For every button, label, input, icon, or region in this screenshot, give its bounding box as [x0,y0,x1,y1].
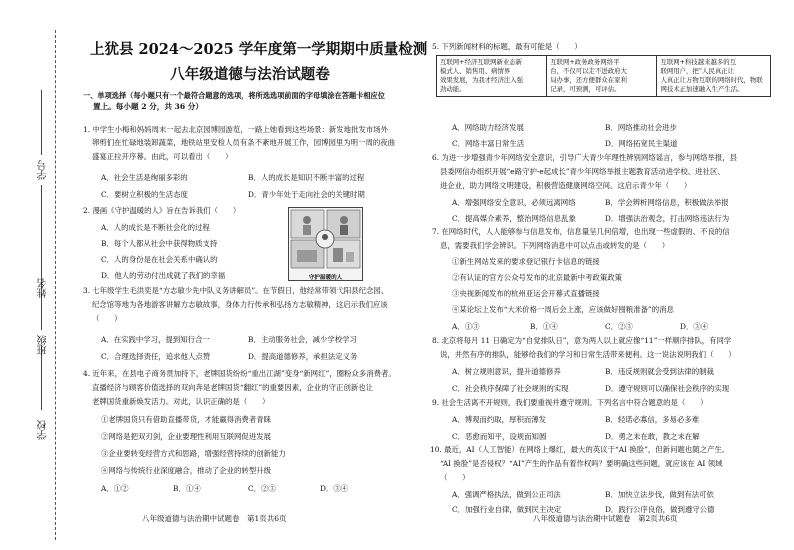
q6-line2: 县委网信办组织开展“e路守护·e起成长”青少年网络举报主题教育活动进学校、进社区、 [440,167,725,176]
q1-option-d[interactable]: D．青少年处于走向社会的关键时期 [248,190,365,199]
q4-line2: 直播经济与顾客价值选择的双向奔是老牌国货“翻红”的重要因素，企业的守正创新也让 [92,383,374,392]
exam-title: 上犹县 2024～2025 学年度第一学期期中质量检测 [90,41,428,58]
sidebar-school-label: 学校 [38,420,49,440]
q7-option-b[interactable]: B．①④ [530,322,558,331]
q8-option-c[interactable]: C．社会秩序保障了社会规则的实现 [452,384,569,393]
q6-line3: 进企业，助力网络文明建设，积极营造健康网络空间。这启示青少年（ ） [440,181,692,190]
q1-option-b[interactable]: B．人的成长是知识不断丰富的过程 [248,173,365,182]
q10-option-b[interactable]: B．加快立法步伐，做到有法可依 [605,490,714,499]
q4-line3: 老牌国货重新焕发活力。对此，认识正确的是（ ） [92,397,270,406]
q10-option-d[interactable]: D．践行公序良俗，做到遵守公德 [605,505,715,514]
q9-option-d[interactable]: D．勇之未在敢，教之未在解 [605,432,700,441]
q10-line3: （ ） [440,473,470,482]
q4-option-d[interactable]: D．③④ [320,484,349,493]
q3-option-c[interactable]: C．合理选择责任，追求他人点赞 [101,352,211,361]
q2-line1: 2. 漫画《守护温暖的人》旨在告诉我们（ ） [83,206,241,215]
q8-option-d[interactable]: D．遵守规则可以确保社会秩序的实现 [605,384,730,393]
q2-option-c[interactable]: C．人的身份是在社会关系中确认的 [101,255,218,264]
section-heading-line2: 置上。每小题 2 分，共 36 分） [93,102,203,111]
q1-option-a[interactable]: A．社会生活是绚丽多彩的 [101,173,188,182]
q5-news-table [436,55,771,97]
q5-c2-line: 局办事，还方便群众在家利 [550,76,627,84]
q5-c1-line: 效果发展，为我才经济注入强 [440,76,524,84]
q6-option-d[interactable]: D．增强法治观念，打击网络违法行为 [605,214,730,223]
q4-option-b[interactable]: B．①④ [173,484,201,493]
q1-line2: 卵剪们在忙碌地装卸蔬菜，地铁站里安检人员有条不紊地开展工作，园博园里为明一周的夜曲 [92,138,396,147]
q5-c1-line: 互联网+经济互联网新业态新 [440,58,523,66]
q3-option-d[interactable]: D．提高道德修养，承担法定义务 [248,352,358,361]
q3-line3: （ ） [92,314,122,323]
q6-option-c[interactable]: C．提高媒介素养，整治网络信息乱象 [452,214,576,223]
q3-line1: 3. 七年级学生毛洪奕是“方志敏少先中队义务讲解员”。在节假日，他经常带领弋阳县纪念园、 [83,286,389,295]
q2-option-a[interactable]: A．人的成长是不断社会化的过程 [101,223,210,232]
q6-option-b[interactable]: B．学会辨析网络信息，积极做法举报 [605,198,729,207]
q5-c1-line: 劲动能。 [440,85,466,93]
q3-option-a[interactable]: A．在实践中学习，提到知行合一 [101,335,210,344]
q5-line1: 5. 下列新闻材料的标题，最有可能是（ ） [432,42,582,51]
q4-option-a[interactable]: A．①② [101,484,129,493]
section-heading [83,90,423,112]
footer-left: 八年级道德与法治期中试题卷 第1页共6页 [142,514,287,523]
section-heading-line1: 一、单项选择（每小题只有一个最符合题意的选项，将所选选项前面的字母填涂在答题卡相应位 [83,91,385,100]
q5-option-c[interactable]: C．网络丰富日常生活 [452,139,525,148]
q10-line1: 10. 最近，AI（人工智能）在网络上爆红，最大的英议于“AI 换脸”，但新问题也随之产生。 [430,445,730,454]
q7-statement-2: ②有认证的官方公众号发布的北京最新中考政策政策 [452,273,622,282]
q4-statement-4: ④网络与传统行业深度融合，推动了企业的转型升级 [101,466,271,475]
cartoon-caption: 守护温暖的人 [308,275,343,281]
q5-c3-line: 网技术正加速融入生产生活。 [660,85,744,93]
q4-option-c[interactable]: C．②③ [248,484,276,493]
q8-line1: 8. 北京将每月 11 日确定为“自觉排队日”，意为两人以上就应像“11”一样顺序排队，有同学 [432,336,732,345]
q5-news-cell-3 [657,56,771,97]
footer-right: 八年级道德与法治期中试题卷 第2页共6页 [533,514,678,523]
q4-statement-3: ③企业要转变经营方式和思路，增强经营持续的创新能力 [101,449,286,458]
q4-statement-2: ②网络是把双刃剑，企业要理性利用互联网促进发展 [101,432,271,441]
q4-statement-1: ①老牌国货只有借助直播带货，才能赢得消费者青睐 [101,415,271,424]
q5-option-b[interactable]: B．网络推动社会进步 [605,123,677,132]
q1-line1: 1. 中学生小梅和妈妈周末一起去北京园博园游览，一路上她看到这些场景：新发地批发市场外 [83,125,389,134]
q5-news-cell-1 [437,56,547,97]
q8-line2: 说，并然有序的排队，能够给我们的学习和日常生活带来便利。这一说法说明我们（ ） [440,350,736,359]
q7-option-c[interactable]: C．②③ [605,322,633,331]
q9-option-c[interactable]: C．恶愈而知平，设规而知圆 [452,432,547,441]
q6-line1: 6. 为进一步增强青少年网络安全意识，引导广大青少年理性辨别网络谣言，参与网络举报，县 [432,153,738,162]
sidebar-number-blank [41,90,42,155]
q3-option-b[interactable]: B．主动服务社会，减少学校学习 [248,335,357,344]
sidebar-number-label: 学号 [38,160,49,180]
q1-line3: 盛宴正拉开序幕。由此，可以看出（ ） [92,152,233,161]
sidebar-name-blank [41,185,42,270]
q8-option-a[interactable]: A．树立规则意识，提升道德修养 [452,367,561,376]
q5-c2-line: 互联网+政务政务网络平 [550,58,620,66]
q7-line1: 7. 在网络时代，人人能够参与信息发布，信息量呈几何倍增，也出现一些虚假的、不良的信 [432,227,730,236]
q10-option-a[interactable]: A．强调严格执法，做到公正司法 [452,490,561,499]
q6-option-a[interactable]: A．增强网络安全意识，必须远离网络 [452,198,576,207]
q5-c2-line: 台，不仅可以走不进政府大 [550,67,627,75]
exam-subtitle: 八年级道德与法治试题卷 [170,66,330,83]
q7-line2: 息，需要我们学会辨识。下列网络消息中可以点击或转发的是（ ） [440,241,670,250]
q5-c3-line: 联网用户，把“人民真正让 [660,67,735,75]
q5-c3-line: 人真正让万物互联的网络时代，物联 [660,76,763,84]
q5-c3-line: 互联网+科技越来越多的互 [660,58,737,66]
q1-option-c[interactable]: C．要树立积极的生活态度 [101,190,188,199]
q3-line2: 纪念馆等地为各地游客讲解方志敏故事，身体力行传承和弘扬方志敏精神，这启示我们应该 [92,300,388,309]
q5-option-d[interactable]: D．网络拓宽民主渠道 [605,139,678,148]
q7-option-d[interactable]: D．③④ [680,322,709,331]
q9-option-a[interactable]: A．博观而约取，厚积而薄发 [452,415,547,424]
q5-c2-line: 记录，可预测，可评估。 [550,85,621,93]
q9-line1: 9. 社会生活离不开规则，我们要重视并遵守规则。下列名言中符合题意的是（ ） [432,398,708,407]
q8-option-b[interactable]: B．违反规则就会受到法律的制裁 [605,367,714,376]
sidebar-name-label: 姓名 [38,278,49,298]
q2-option-b[interactable]: B．每个人都从社会中获得物质支持 [101,239,218,248]
q4-line1: 4. 近年来，在县电子商务贯加持下，老牌国货纷纷“重出江湖”变身“新网红”，圈粉众多消费者。 [83,369,396,378]
q7-statement-3: ③央视新闻发布的杭州亚运会开幕式直播链接 [452,289,600,298]
q5-option-a[interactable]: A．网络助力经济发展 [452,123,524,132]
cartoon-illustration [289,208,362,270]
q7-statement-4: ④某论坛上发布“大米价格一周后会上涨，应该做好囤粮准备”的消息 [452,305,674,314]
q7-option-a[interactable]: A．①③ [452,322,480,331]
cartoon-image [288,207,363,281]
q10-line2: “AI 换脸”是否侵权？“AI”产生的作品有着作权吗？要明确这些问题，就应该在 AI 领域 [440,459,723,468]
q5-c1-line: 模式人、销售用、病情界 [440,67,511,75]
sidebar-class-label: 班级 [38,335,49,355]
q9-option-b[interactable]: B．轻诺必寡信，多易必多难 [605,415,700,424]
q5-news-cell-2 [547,56,657,97]
q2-option-d[interactable]: D．他人的劳动付出成就了我们的幸福 [101,271,226,280]
binding-line [55,30,56,540]
q10-option-c[interactable]: C．加强行业自律，做到民主决定 [452,505,562,514]
q7-statement-1: ①新生网站发来的要求登记银行卡信息的链接 [452,257,600,266]
